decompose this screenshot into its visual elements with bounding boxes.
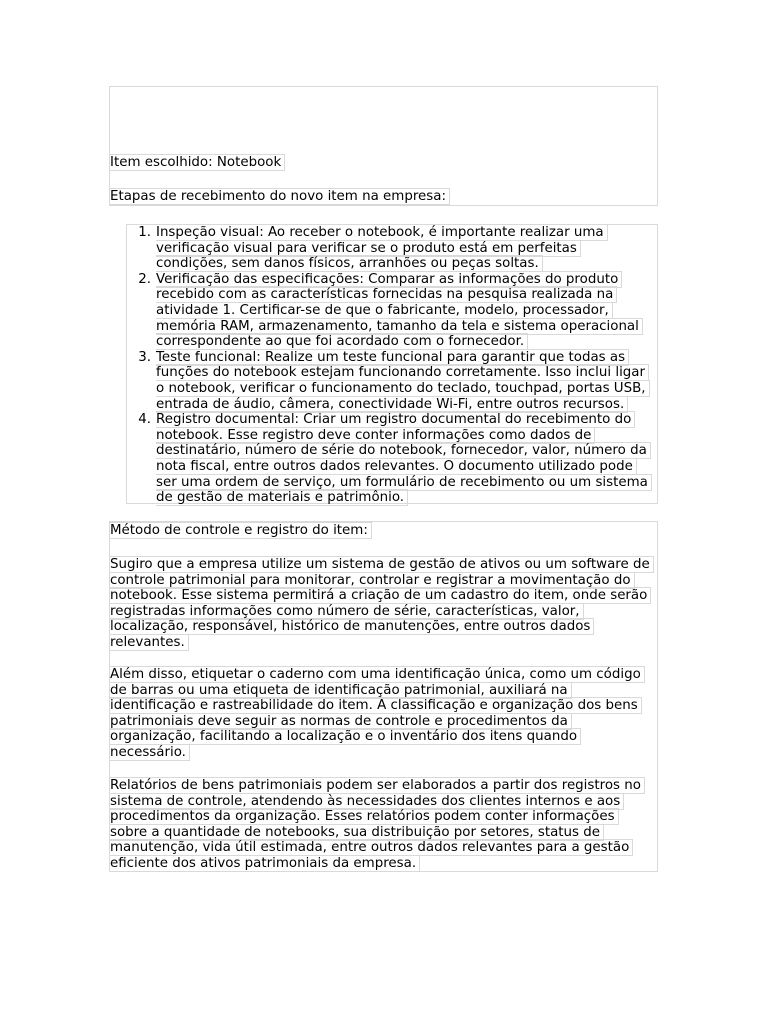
paragraph-line bbox=[110, 604, 584, 620]
step-line bbox=[156, 319, 643, 335]
paragraph-line-text: controle patrimonial para monitorar, controlar e registrar a movimentação do bbox=[110, 572, 635, 589]
paragraph-line-text: Sugiro que a empresa utilize um sistema de gestão de ativos ou um software de bbox=[110, 556, 654, 573]
step-line bbox=[156, 256, 543, 272]
paragraph-line-text: sobre a quantidade de notebooks, sua distribuição por setores, status de bbox=[110, 824, 604, 841]
step-line bbox=[156, 443, 651, 459]
method-heading-line bbox=[110, 523, 372, 539]
step-line-text: Teste funcional: Realize um teste funcional para garantir que todas as bbox=[156, 349, 629, 366]
paragraph-line-text: Relatórios de bens patrimoniais podem ser elaborados a partir dos registros no bbox=[110, 777, 645, 794]
step-line bbox=[156, 225, 608, 241]
step-number: 2. bbox=[138, 271, 151, 287]
paragraph-line bbox=[110, 557, 654, 573]
paragraph-line bbox=[110, 619, 594, 635]
paragraph-line bbox=[110, 683, 572, 699]
step-line bbox=[156, 490, 408, 506]
step-line bbox=[156, 428, 595, 444]
paragraph-line bbox=[110, 840, 633, 856]
step-line bbox=[156, 334, 528, 350]
paragraph-line-text: identificação e rastreabilidade do item. A classificação e organização dos bens bbox=[110, 697, 642, 714]
paragraph-line bbox=[110, 778, 645, 794]
step-line-text: entrada de áudio, câmera, conectividade Wi-Fi, entre outros recursos. bbox=[156, 396, 628, 413]
chosen-item-line bbox=[110, 155, 285, 171]
step-line-text: memória RAM, armazenamento, tamanho da tela e sistema operacional bbox=[156, 318, 643, 335]
step-line-text: funções do notebook estejam funcionando corretamente. Isso inclui ligar bbox=[156, 364, 649, 381]
paragraph-line-text: localização, responsável, histórico de manutenções, entre outros dados bbox=[110, 618, 594, 635]
paragraph-line bbox=[110, 573, 635, 589]
step-line bbox=[156, 412, 635, 428]
paragraph-line bbox=[110, 698, 642, 714]
paragraph-line bbox=[110, 794, 624, 810]
paragraph-line bbox=[110, 714, 572, 730]
intro-section bbox=[109, 86, 658, 206]
paragraph-line-text: Além disso, etiquetar o caderno com uma identificação única, como um código bbox=[110, 666, 645, 683]
steps-list bbox=[126, 224, 658, 504]
paragraph-line-text: organização, facilitando a localização e o inventário dos itens quando bbox=[110, 728, 581, 745]
paragraph-line-text: necessário. bbox=[110, 744, 190, 761]
paragraph-line bbox=[110, 667, 645, 683]
paragraph-line-text: de barras ou uma etiqueta de identificação patrimonial, auxiliará na bbox=[110, 682, 572, 699]
step-line-text: verificação visual para verificar se o produto está em perfeitas bbox=[156, 240, 581, 257]
step-line-text: atividade 1. Certificar-se de que o fabricante, modelo, processador, bbox=[156, 302, 613, 319]
step-line bbox=[156, 475, 652, 491]
paragraph-line-text: notebook. Esse sistema permitirá a criação de um cadastro do item, onde serão bbox=[110, 587, 651, 604]
paragraph-line-text: patrimoniais deve seguir as normas de controle e procedimentos da bbox=[110, 713, 572, 730]
paragraph-line-text: eficiente dos ativos patrimoniais da empresa. bbox=[110, 855, 420, 872]
step-line-text: Inspeção visual: Ao receber o notebook, é importante realizar uma bbox=[156, 224, 608, 241]
steps-heading: Etapas de recebimento do novo item na empresa: bbox=[110, 188, 450, 205]
chosen-item-text: Item escolhido: Notebook bbox=[110, 154, 285, 171]
step-number: 3. bbox=[138, 349, 151, 365]
step-line bbox=[156, 350, 629, 366]
paragraph-line bbox=[110, 856, 420, 872]
step-line-text: recebido com as características fornecidas na pesquisa realizada na bbox=[156, 286, 617, 303]
paragraph-line bbox=[110, 635, 189, 651]
step-line-text: nota fiscal, entre outros dados relevantes. O documento utilizado pode bbox=[156, 458, 637, 475]
step-line bbox=[156, 303, 613, 319]
step-number: 1. bbox=[138, 225, 151, 240]
step-line-text: notebook. Esse registro deve conter informações como dados de bbox=[156, 427, 595, 444]
step-line bbox=[156, 365, 649, 381]
step-line-text: condições, sem danos físicos, arranhões ou peças soltas. bbox=[156, 255, 543, 272]
paragraph-line-text: procedimentos da organização. Esses relatórios podem conter informações bbox=[110, 808, 619, 825]
step-line bbox=[156, 272, 622, 288]
paragraph-line-text: relevantes. bbox=[110, 634, 189, 651]
paragraph-line bbox=[110, 588, 651, 604]
paragraph-line bbox=[110, 825, 604, 841]
step-number: 4. bbox=[138, 412, 151, 428]
paragraph-line bbox=[110, 809, 619, 825]
step-line bbox=[156, 381, 650, 397]
step-line bbox=[156, 241, 581, 257]
step-line bbox=[156, 397, 628, 413]
paragraph-line-text: registradas informações como número de série, características, valor, bbox=[110, 603, 584, 620]
step-line-text: destinatário, número de série do notebook, fornecedor, valor, número da bbox=[156, 442, 651, 459]
step-line-text: ser uma ordem de serviço, um formulário de recebimento ou um sistema bbox=[156, 474, 652, 491]
paragraph-line bbox=[110, 745, 190, 761]
paragraph-line-text: manutenção, vida útil estimada, entre outros dados relevantes para a gestão bbox=[110, 839, 633, 856]
method-heading: Método de controle e registro do item: bbox=[110, 522, 372, 539]
step-line-text: de gestão de materiais e patrimônio. bbox=[156, 489, 408, 506]
paragraph-line bbox=[110, 729, 581, 745]
step-line-text: correspondente ao que foi acordado com o fornecedor. bbox=[156, 333, 528, 350]
step-line-text: Verificação das especificações: Comparar as informações do produto bbox=[156, 271, 622, 288]
step-line bbox=[156, 287, 617, 303]
method-section bbox=[109, 521, 658, 872]
step-line-text: Registro documental: Criar um registro documental do recebimento do bbox=[156, 411, 635, 428]
paragraph-line-text: sistema de controle, atendendo às necessidades dos clientes internos e aos bbox=[110, 793, 624, 810]
steps-heading-line bbox=[110, 189, 450, 205]
step-line bbox=[156, 459, 637, 475]
step-line-text: o notebook, verificar o funcionamento do teclado, touchpad, portas USB, bbox=[156, 380, 650, 397]
